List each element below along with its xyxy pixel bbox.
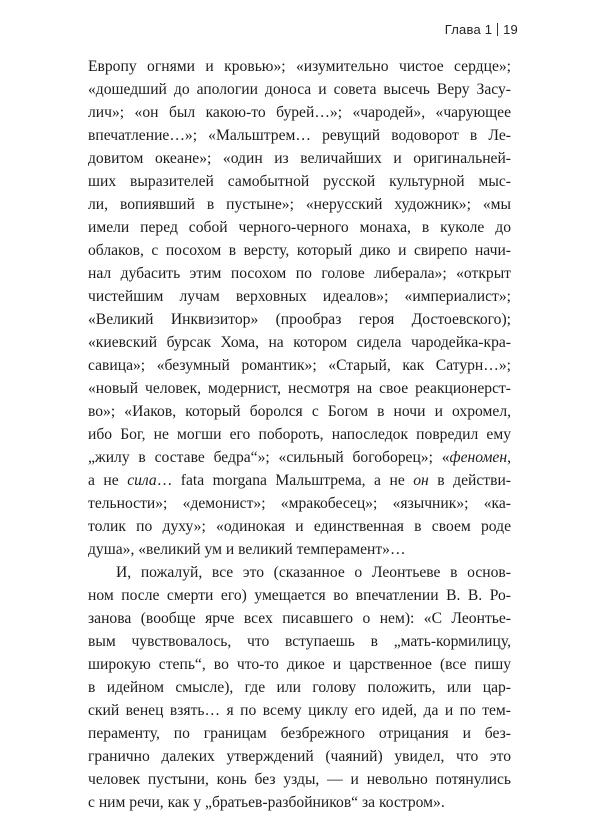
text-line: вым чувствовалось, что вступаешь в „мать-кормилицу, [88, 633, 511, 650]
text-line: довитом океане»; «один из величайших и оригинальней- [88, 150, 511, 167]
text-line: ский венец взять… я по всему циклу его идей, да и по тем- [88, 702, 511, 719]
page-number: 19 [503, 22, 518, 37]
text-line: широкую степь“, во что-то дикое и царственное (все пишу [88, 656, 511, 673]
text-line: пераменту, по границам безбрежного отрицания и без- [88, 725, 511, 742]
text-line: душа», «великий ум и великий темперамент»… [88, 541, 406, 558]
text-line: в идейном смысле), где или голову положить, или цар- [88, 679, 511, 696]
text-line: имели перед собой черного-черного монаха, в куколе до [88, 219, 511, 236]
text-segment: , [507, 449, 511, 466]
text-line: савица»; «безумный романтик»; «Старый, как Сатурн…»; [88, 357, 511, 374]
text-line: тельности»; «демонист»; «мракобесец»; «язычник»; «ка- [88, 495, 511, 512]
paragraph-2 [88, 561, 511, 814]
text-segment: а не [88, 472, 128, 489]
text-line: ном после смерти его) умещается во впечатлении В. В. Ро- [88, 587, 511, 604]
emphasis-text: сила [127, 472, 157, 489]
text-line: гранично далеких утверждений (чаяний) увидел, что это [88, 748, 511, 765]
text-line: И, пожалуй, все это (сказанное о Леонтьеве в основ- [116, 564, 511, 581]
text-segment: в действи- [428, 472, 511, 489]
text-line: «киевский бурсак Хома, на котором сидела чародейка-кра- [88, 334, 511, 351]
text-line: толик по духу»; «одинокая и единственная в своем роде [88, 518, 511, 535]
text-line [88, 446, 511, 469]
text-line: человек пустыни, конь без узды, — и невольно потянулись [88, 771, 511, 788]
text-segment: … fata morgana Мальштрема, а не [156, 472, 414, 489]
emphasis-text: феномен [449, 449, 508, 466]
emphasis-text: он [413, 472, 429, 489]
paragraph-1 [88, 55, 511, 561]
text-line: облаков, с посохом в версту, который дико и свирепо начи- [88, 242, 511, 259]
body-text [88, 55, 511, 814]
text-line: ибо Бог, не могши его побороть, напоследок повредил ему [88, 426, 511, 443]
text-segment: „жилу в составе бедра“»; «сильный богоборец»; « [88, 449, 450, 466]
text-line: занова (вообще ярче всех писавшего о нем): «С Леонтье- [88, 610, 511, 627]
text-line [88, 469, 511, 492]
running-head [445, 22, 518, 37]
text-line: чистейшим лучам верховных идеалов»; «империалист»; [88, 288, 511, 305]
text-line: Европу огнями и кровью»; «изумительно чистое сердце»; [88, 58, 511, 75]
text-line: «Великий Инквизитор» (прообраз героя Достоевского); [88, 311, 511, 328]
text-line: во»; «Иаков, который боролся с Богом в ночи и охромел, [88, 403, 511, 420]
text-line: «дошедший до апологии доноса и совета высечь Веру Засу- [88, 81, 511, 98]
text-line: впечатление…»; «Мальштрем… ревущий водоворот в Ле- [88, 127, 511, 144]
text-line: с ним речи, как у „братьев-разбойников“ за костром». [88, 794, 445, 811]
text-line: «новый человек, модернист, несмотря на свое реакционерст- [88, 380, 511, 397]
text-line: ших выразителей самобытной русской культурной мыс- [88, 173, 511, 190]
text-line: нал дубасить этим посохом по голове либерала»; «открыт [88, 265, 511, 282]
text-line: ли, вопиявший в пустыне»; «нерусский художник»; «мы [88, 196, 511, 213]
chapter-label: Глава 1 [444, 22, 493, 37]
header-separator [497, 23, 498, 36]
text-line: лич»; «он был какою-то бурей…»; «чародей», «чарующее [88, 104, 511, 121]
